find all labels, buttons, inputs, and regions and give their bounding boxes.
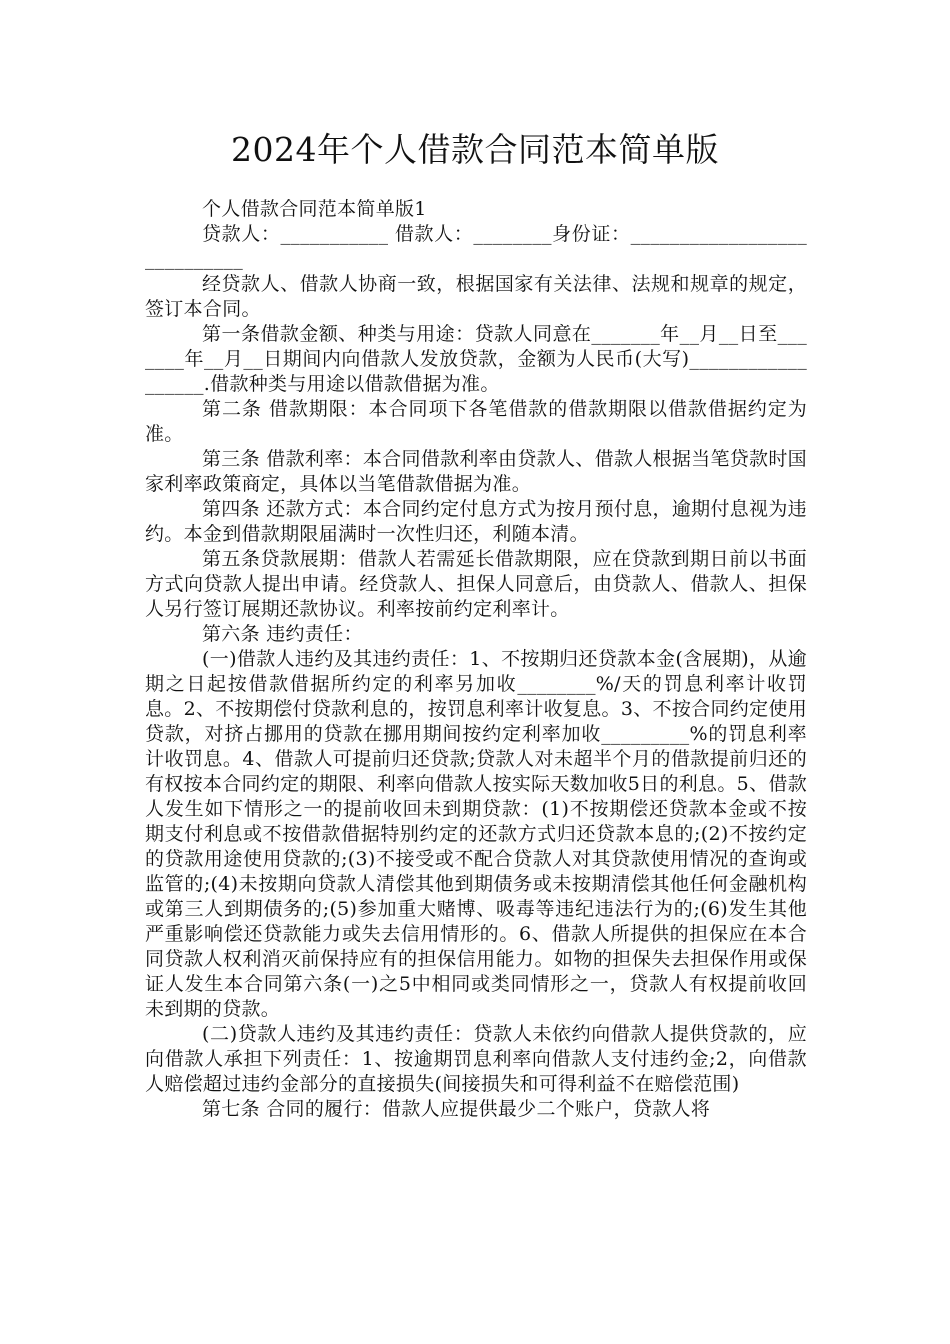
article-6-heading: 第六条 违约责任： [202,623,363,645]
article-2-paragraph: 第二条 借款期限：本合同项下各笔借款的借款期限以借款借据约定为准。 [145,398,807,445]
contract-subtitle: 个人借款合同范本简单版1 [202,198,427,220]
article-3-paragraph: 第三条 借款利率：本合同借款利率由贷款人、借款人根据当笔贷款时国家利率政策商定，具体以当笔借款借据为准。 [145,448,807,495]
article-5-paragraph: 第五条贷款展期：借款人若需延长借款期限，应在贷款到期日前以书面方式向贷款人提出申请。经贷款人、担保人同意后，由贷款人、借款人、担保人另行签订展期还款协议。利率按前约定利率计。 [145,548,807,620]
parties-line: 贷款人：___________ 借款人：________身份证：____________________________ [145,223,807,270]
document-title: 2024年个人借款合同范本简单版 [231,130,719,169]
article-1-paragraph: 第一条借款金额、种类与用途：贷款人同意在_______年__月__日至_______年__月__日期间内向借款人发放贷款，金额为人民币(大写)__________________.借款种类与用途以借款借据为准。 [145,323,807,395]
preamble-paragraph: 经贷款人、借款人协商一致，根据国家有关法律、法规和规章的规定，签订本合同。 [145,273,807,320]
article-6-clause-2: (二)贷款人违约及其违约责任：贷款人未依约向借款人提供贷款的，应向借款人承担下列责任：1、按逾期罚息利率向借款人支付违约金;2，向借款人赔偿超过违约金部分的直接损失(间接损失和可得利益不在赔偿范围) [145,1023,807,1095]
article-4-paragraph: 第四条 还款方式：本合同约定付息方式为按月预付息，逾期付息视为违约。本金到借款期限届满时一次性归还，利随本清。 [145,498,807,545]
article-6-clause-1: (一)借款人违约及其违约责任：1、不按期归还贷款本金(含展期)，从逾期之日起按借款借据所约定的利率另加收________%/天的罚息利率计收罚息。2、不按期偿付贷款利息的，按罚息利率计收复息。3、不按合同约定使用贷款，对挤占挪用的贷款在挪用期间按约定利率加收_________%的罚息利率计收罚息。4、借款人可提前归还贷款;贷款人对未超半个月的借款提前归还的有权按本合同约定的期限、利率向借款人按实际天数加收5日的利息。5、借款人发生如下情形之一的提前收回未到期贷款：(1)不按期偿还贷款本金或不按期支付利息或不按借款借据特别约定的还款方式归还贷款本息的;(2)不按约定的贷款用途使用贷款的;(3)不接受或不配合贷款人对其贷款使用情况的查询或监管的;(4)未按期向贷款人清偿其他到期债务或未按期清偿其他任何金融机构或第三人到期债务的;(5)参加重大赌博、吸毒等违纪违法行为的;(6)发生其他严重影响偿还贷款能力或失去信用情形的。6、借款人所提供的担保应在本合同贷款人权利消灭前保持应有的担保信用能力。如物的担保失去担保作用或保证人发生本合同第六条(一)之5中相同或类同情形之一，贷款人有权提前收回未到期的贷款。 [145,648,807,1020]
article-7-paragraph: 第七条 合同的履行：借款人应提供最少二个账户，贷款人将 [202,1098,711,1120]
document-body [145,197,807,1122]
